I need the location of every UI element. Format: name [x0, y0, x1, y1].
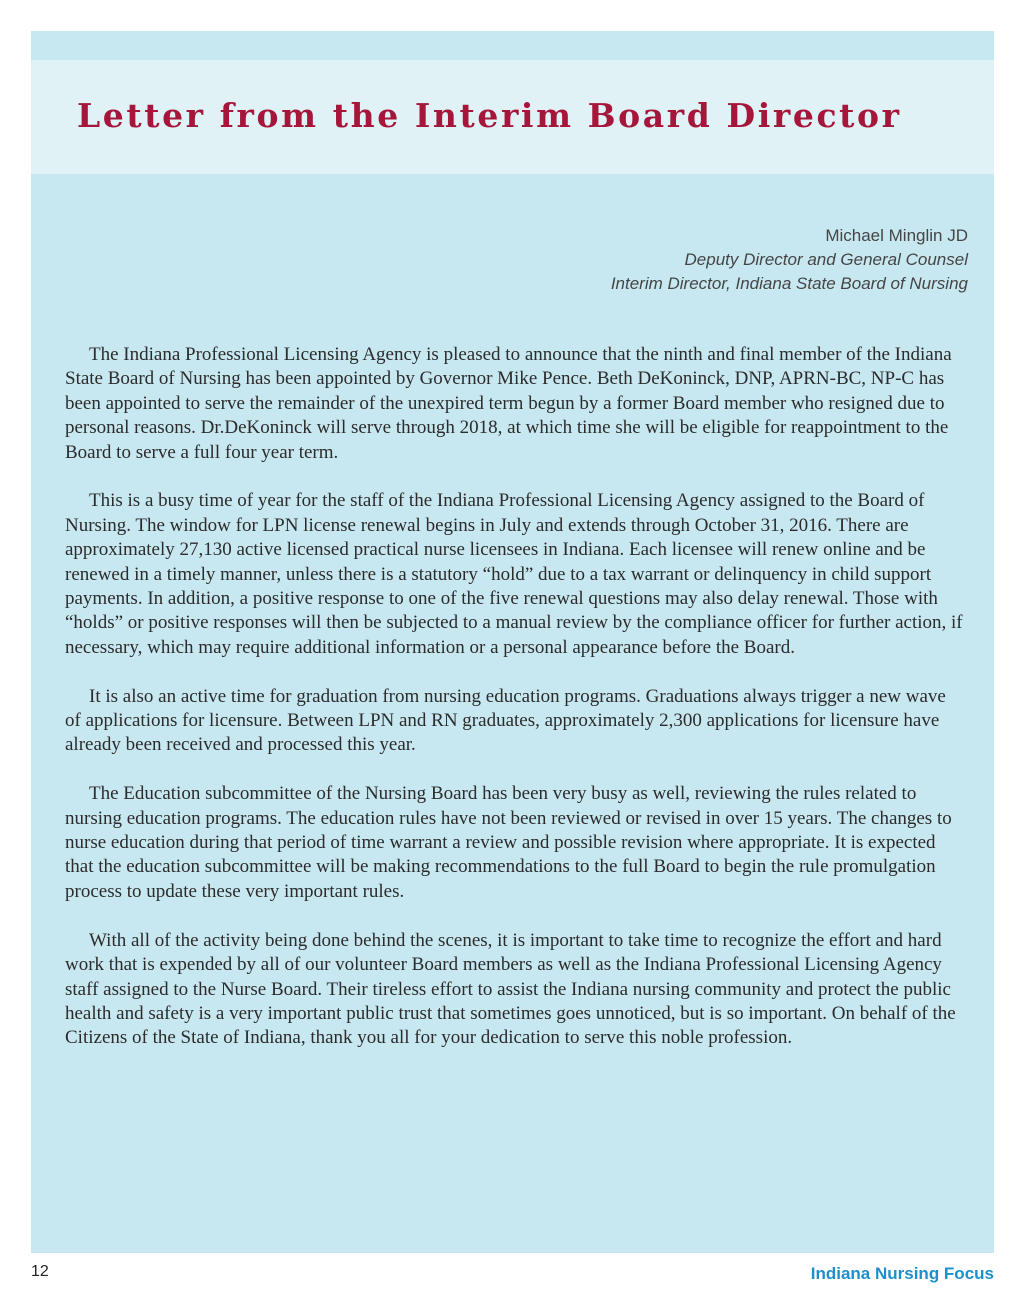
paragraph: It is also an active time for graduation from nursing education programs. Graduations always trigger a new wave of applications for licensure. Between LPN and RN graduates, approximately 2,300 applications for licensure have already been received and processed this year.: [65, 685, 946, 756]
paragraph: The Indiana Professional Licensing Agency is pleased to announce that the ninth and final member of the Indiana State Board of Nursing has been appointed by Governor Mike Pence. Beth DeKoninck, DNP, APRN-BC, NP-C has been appointed to serve the remainder of the unexpired term begun by a former Board member who resigned due to personal reasons. Dr.DeKoninck will serve through 2018, at which time she will be eligible for reappointment to the Board to serve a full four year term.: [65, 344, 952, 463]
page-title: Letter from the Interim Board Director: [77, 96, 902, 135]
paragraph: The Education subcommittee of the Nursing Board has been very busy as well, reviewing the rules related to nursing education programs. The education rules have not been reviewed or revised in over 15 years. The changes to nurse education during that period of time warrant a review and possible revision where appropriate. It is expected that the education subcommittee will be making recommendations to the full Board to begin the rule promulgation process to update these very important rules.: [65, 783, 952, 902]
author-title-1: Deputy Director and General Counsel: [684, 250, 968, 269]
author-title-2: Interim Director, Indiana State Board of Nursing: [610, 274, 968, 293]
page-number: 12: [31, 1263, 49, 1280]
author-signature: [611, 224, 968, 296]
publication-name: Indiana Nursing Focus: [810, 1264, 994, 1283]
letter-body: [65, 343, 965, 1075]
author-name: Michael Minglin JD: [825, 226, 968, 245]
paragraph: With all of the activity being done behind the scenes, it is important to take time to recognize the effort and hard work that is expended by all of our volunteer Board members as well as the Indiana Professional Licensing Agency staff assigned to the Nurse Board. Their tireless effort to assist the Indiana nursing community and protect the public health and safety is a very important public trust that sometimes goes unnoticed, but is so important. On behalf of the Citizens of the State of Indiana, thank you all for your dedication to serve this noble profession.: [65, 929, 956, 1049]
paragraph: This is a busy time of year for the staff of the Indiana Professional Licensing Agency assigned to the Board of Nursing. The window for LPN license renewal begins in July and extends through October 31, 2016. There are approximately 27,130 active licensed practical nurse licensees in Indiana. Each licensee will renew online and be renewed in a timely manner, unless there is a statutory “hold” due to a tax warrant or delinquency in child support payments. In addition, a positive response to one of the five renewal questions may also delay renewal. Those with “holds” or positive responses will then be subjected to a manual review by the compliance officer for further action, if necessary, which may require additional information or a personal appearance before the Board.: [65, 490, 963, 658]
